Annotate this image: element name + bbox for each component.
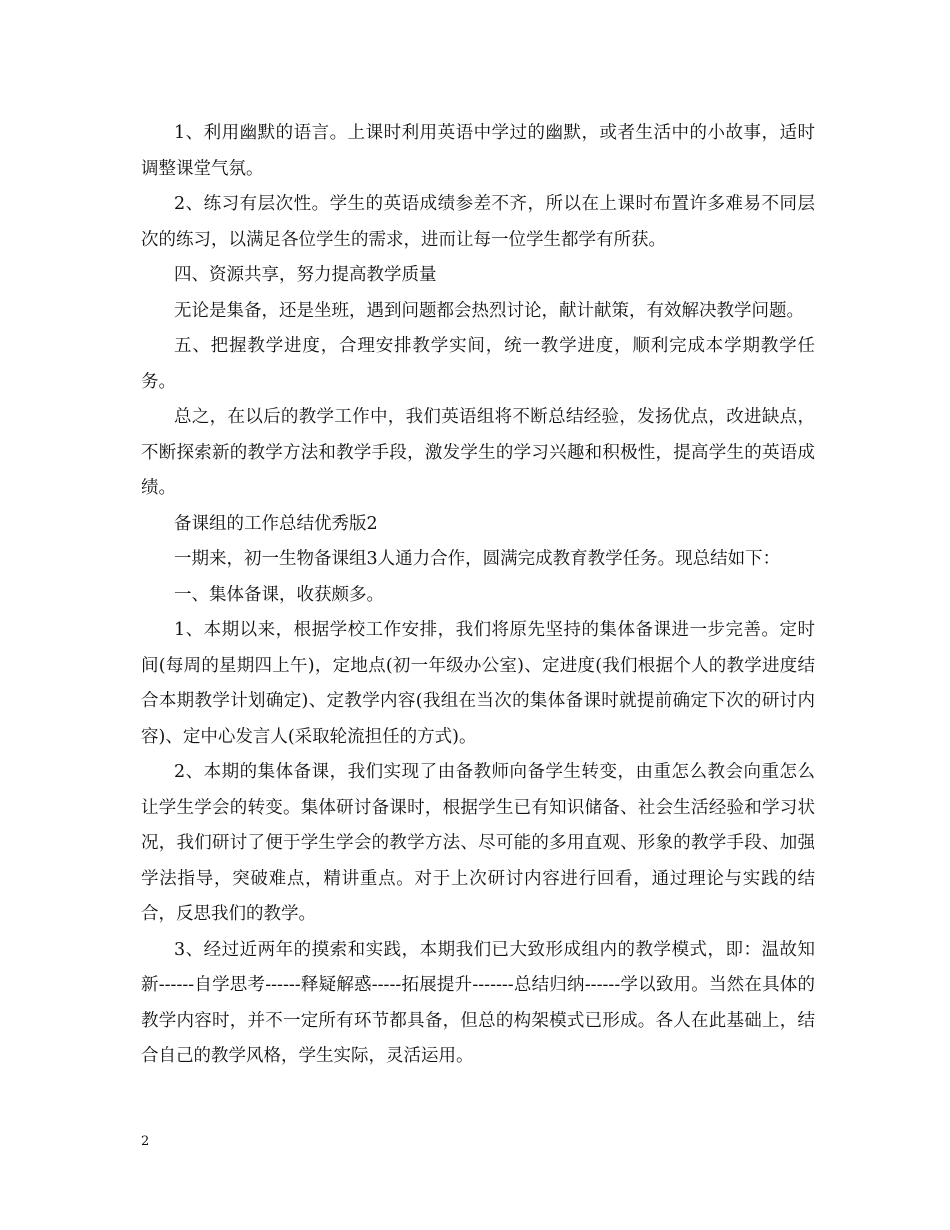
section-heading: 四、资源共享，努力提高教学质量 [174, 265, 437, 285]
paragraph: 2、练习有层次性。学生的英语成绩参差不齐，所以在上课时布置许多难易不同层次的练习，以满足各位学生的需求，进而让每一位学生都学有所获。 [141, 194, 815, 250]
paragraph: 无论是集备，还是坐班，遇到问题都会热烈讨论，献计献策，有效解决教学问题。 [174, 300, 804, 321]
paragraph: 1、利用幽默的语言。上课时利用英语中学过的幽默，或者生活中的小故事，适时调整课堂气氛。 [141, 123, 815, 179]
paragraph: 一期来，初一生物备课组3人通力合作，圆满完成教育教学任务。现总结如下： [174, 549, 781, 569]
paragraph: 3、经过近两年的摸索和实践，本期我们已大致形成组内的教学模式，即：温故知新------自学思考------释疑解惑-----拓展提升-------总结归纳------学以致用。当然在具体的教学内容时，并不一定所有环节都具备，但总的构架模式已形成。各人在此基础上，结合自己的教学风格，学生实际，灵活运用。 [141, 939, 815, 1066]
document-body [141, 116, 815, 1075]
document-subtitle: 备课组的工作总结优秀版2 [174, 513, 378, 534]
paragraph: 2、本期的集体备课，我们实现了由备教师向备学生转变，由重怎么教会向重怎么让学生学会的转变。集体研讨备课时，根据学生已有知识储备、社会生活经验和学习状况，我们研讨了便于学生学会的教学方法、尽可能的多用直观、形象的教学手段、加强学法指导，突破难点，精讲重点。对于上次研讨内容进行回看，通过理论与实践的结合，反思我们的教学。 [141, 762, 815, 924]
section-heading: 五、把握教学进度，合理安排教学实间，统一教学进度，顺利完成本学期教学任务。 [141, 336, 815, 392]
section-heading: 一、集体备课，收获颇多。 [174, 584, 384, 605]
paragraph: 1、本期以来，根据学校工作安排，我们将原先坚持的集体备课进一步完善。定时间(每周的星期四上午)，定地点(初一年级办公室)、定进度(我们根据个人的教学进度结合本期教学计划确定)、定教学内容(我组在当次的集体备课时就提前确定下次的研讨内容)、定中心发言人(采取轮流担任的方式)。 [141, 620, 815, 747]
page-number: 2 [141, 1134, 150, 1149]
paragraph: 总之，在以后的教学工作中，我们英语组将不断总结经验，发扬优点，改进缺点，不断探索新的教学方法和教学手段，激发学生的学习兴趣和积极性，提高学生的英语成绩。 [141, 407, 815, 498]
